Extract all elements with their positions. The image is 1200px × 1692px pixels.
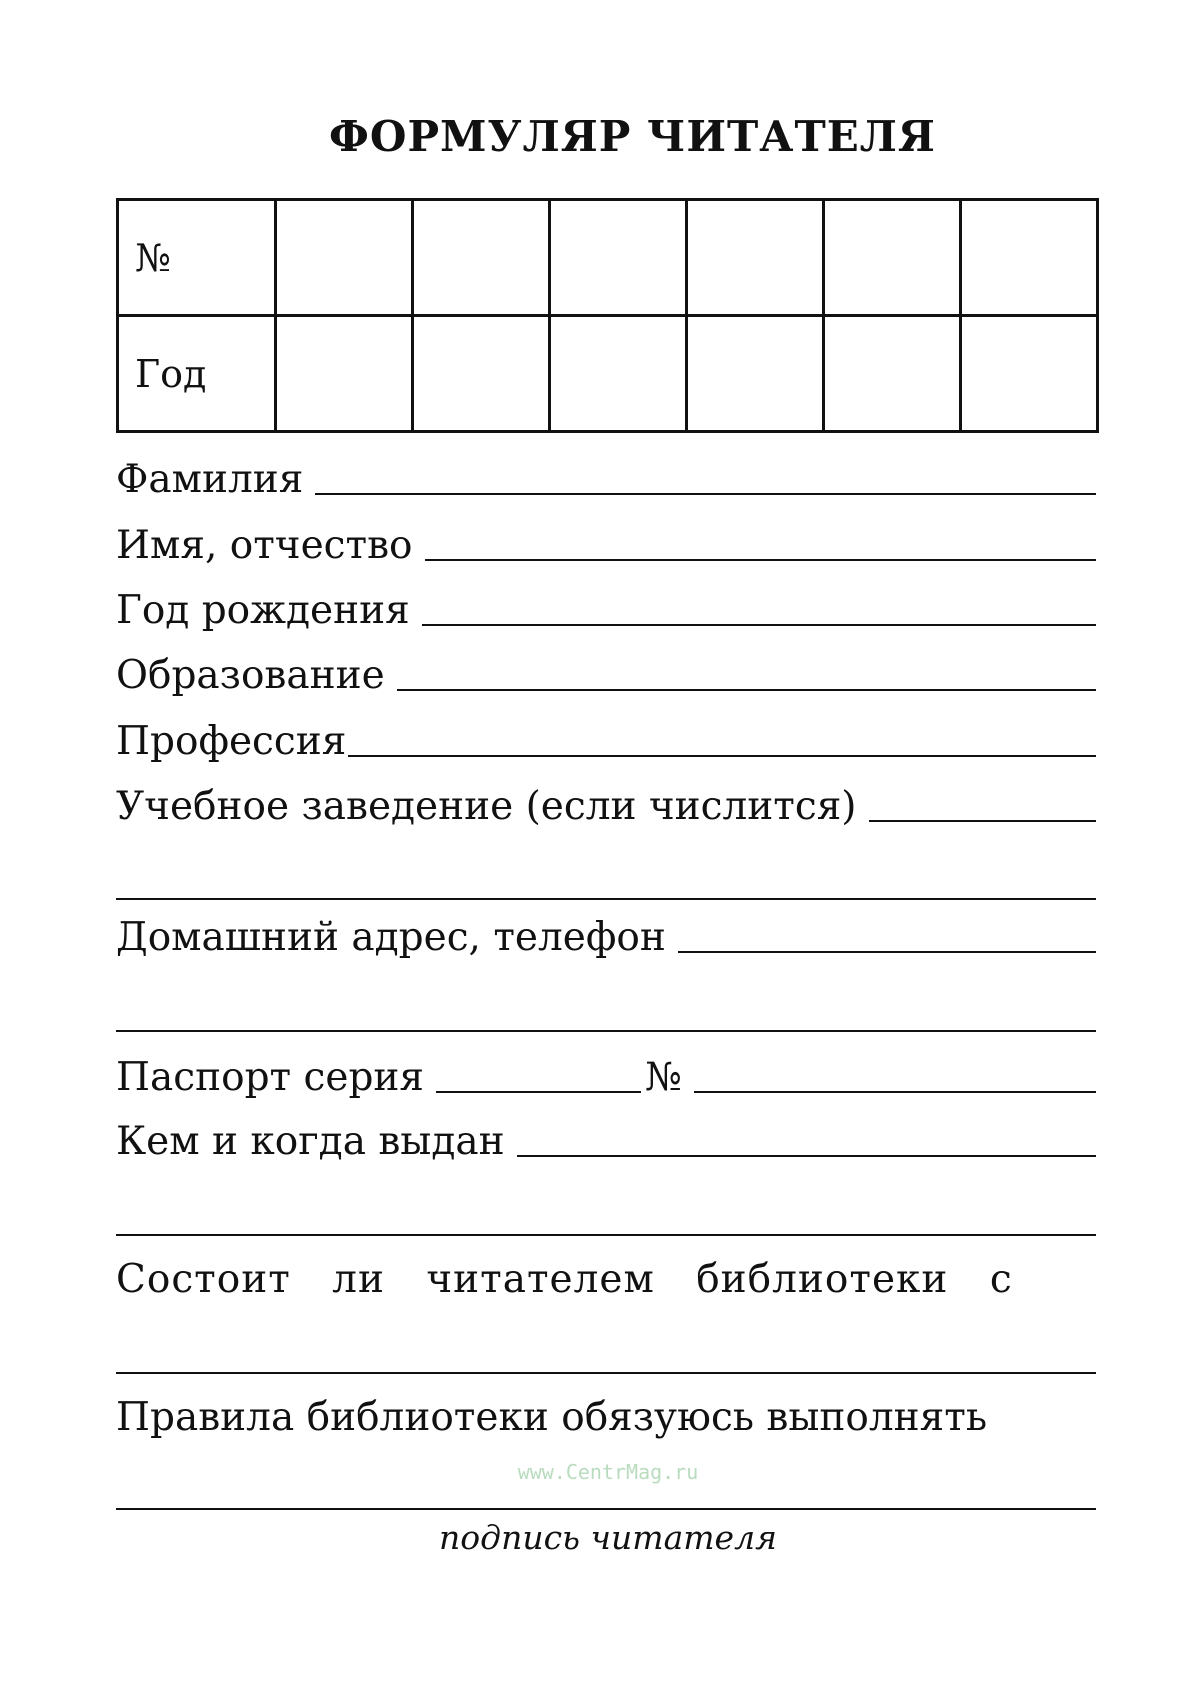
- field-label: Кем и когда выдан: [116, 1119, 505, 1164]
- field-profession: [116, 718, 1096, 766]
- field-rules-pledge: [116, 1394, 1096, 1442]
- grid-cell[interactable]: [961, 316, 1098, 432]
- grid-cell[interactable]: [687, 200, 824, 316]
- field-education: [116, 652, 1096, 700]
- grid-cell[interactable]: [276, 200, 413, 316]
- field-label: Учебное заведение (если числится): [116, 784, 857, 829]
- field-passport: [116, 1054, 1096, 1102]
- field-member-since: [116, 1256, 1096, 1304]
- field-label: Паспорт серия: [116, 1055, 425, 1100]
- profession-blank[interactable]: [348, 725, 1096, 757]
- passport-series-blank[interactable]: [436, 1061, 641, 1093]
- school-continuation-blank[interactable]: [116, 898, 1096, 900]
- issued-by-continuation-blank[interactable]: [116, 1234, 1096, 1236]
- grid-row-year: [118, 316, 1098, 432]
- field-surname: [116, 456, 1096, 504]
- name-patronymic-blank[interactable]: [425, 529, 1096, 561]
- passport-number-blank[interactable]: [694, 1061, 1096, 1093]
- field-label: Правила библиотеки обязуюсь выполнять: [116, 1395, 988, 1440]
- field-birth-year: [116, 587, 1096, 635]
- grid-cell[interactable]: [961, 200, 1098, 316]
- address-continuation-blank[interactable]: [116, 1030, 1096, 1032]
- birth-year-blank[interactable]: [422, 594, 1096, 626]
- issued-by-blank[interactable]: [517, 1125, 1096, 1157]
- grid-cell[interactable]: [824, 316, 961, 432]
- passport-number-label: №: [645, 1055, 682, 1100]
- grid-cell[interactable]: [824, 200, 961, 316]
- field-label: Образование: [116, 653, 385, 698]
- field-label: Домашний адрес, телефон: [116, 915, 666, 960]
- grid-label-year: Год: [118, 316, 276, 432]
- field-label: Год рождения: [116, 588, 410, 633]
- grid-cell[interactable]: [276, 316, 413, 432]
- field-address-phone: [116, 914, 1096, 962]
- field-label: Имя, отчество: [116, 523, 413, 568]
- school-blank[interactable]: [869, 790, 1096, 822]
- signature-blank[interactable]: [116, 1508, 1096, 1510]
- grid-cell[interactable]: [413, 316, 550, 432]
- grid-cell[interactable]: [550, 200, 687, 316]
- grid-cell[interactable]: [550, 316, 687, 432]
- address-phone-blank[interactable]: [678, 921, 1096, 953]
- grid-cell[interactable]: [687, 316, 824, 432]
- field-name-patronymic: [116, 522, 1096, 570]
- watermark: www.CentrMag.ru: [517, 1460, 699, 1484]
- member-since-blank[interactable]: [116, 1372, 1096, 1374]
- field-label: Фамилия: [116, 457, 304, 502]
- form-title: ФОРМУЛЯР ЧИТАТЕЛЯ: [329, 112, 936, 161]
- signature-caption: подпись читателя: [439, 1518, 777, 1557]
- grid-row-number: [118, 200, 1098, 316]
- grid-cell[interactable]: [413, 200, 550, 316]
- grid-label-number: №: [118, 200, 276, 316]
- field-issued-by: [116, 1118, 1096, 1166]
- number-year-grid: [116, 198, 1099, 433]
- field-label: Профессия: [116, 719, 347, 764]
- education-blank[interactable]: [397, 659, 1096, 691]
- surname-blank[interactable]: [315, 463, 1096, 495]
- field-label: Состоит ли читателем библиотеки с: [116, 1257, 1013, 1302]
- field-school: [116, 783, 1096, 831]
